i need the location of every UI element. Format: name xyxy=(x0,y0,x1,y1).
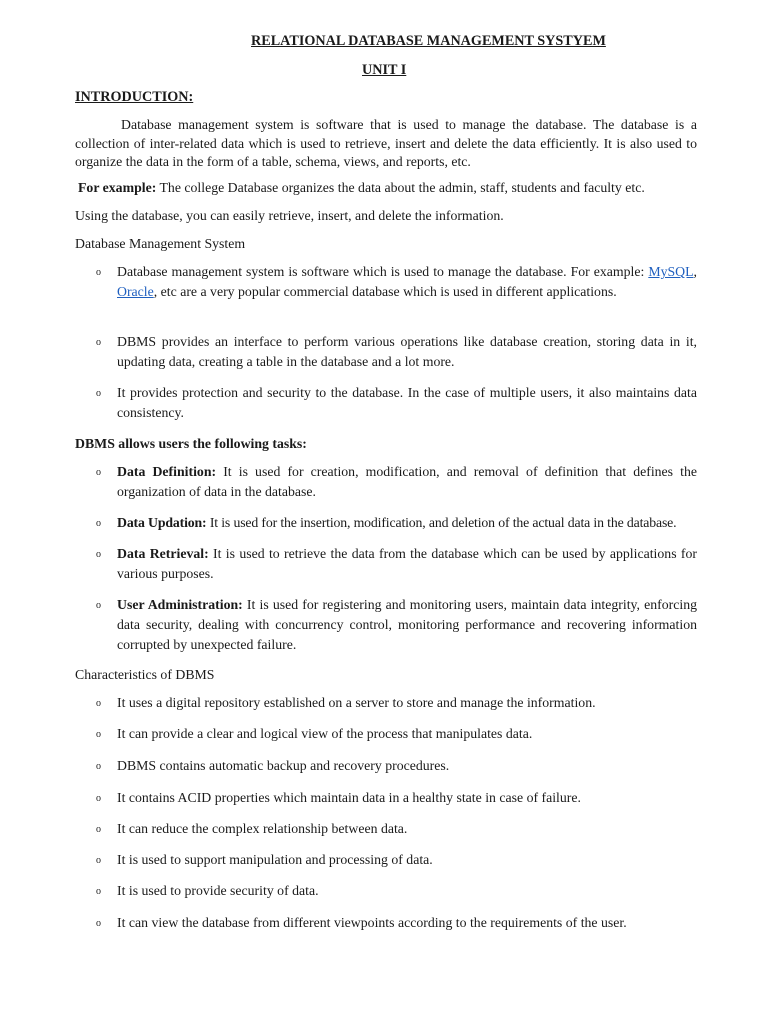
task-label: Data Retrieval: xyxy=(117,546,209,561)
intro-heading: INTRODUCTION: xyxy=(75,89,194,105)
using-line: Using the database, you can easily retrieve, insert, and delete the information. xyxy=(75,208,504,223)
bullet-icon: o xyxy=(96,729,101,740)
characteristic-item: It can reduce the complex relationship between data. xyxy=(117,821,408,836)
bullet-icon: o xyxy=(96,518,101,529)
example-label: For example: xyxy=(78,180,157,195)
intro-paragraph xyxy=(75,116,697,172)
bullet-icon: o xyxy=(96,698,101,709)
list-item-separator: , xyxy=(693,264,697,279)
task-text: It is used for the insertion, modification, and deletion of the actual data in the database. xyxy=(206,515,677,530)
characteristic-item: It uses a digital repository established on a server to store and manage the information. xyxy=(117,695,596,710)
dbms-heading: Database Management System xyxy=(75,236,246,251)
characteristic-item: It can provide a clear and logical view of the process that manipulates data. xyxy=(117,726,533,741)
list-item-text: , etc are a very popular commercial database which is used in different applications. xyxy=(153,284,617,299)
intro-paragraph-text: Database management system is software that is used to manage the database. The database is a collection of inter-related data which is used to retrieve, insert and delete the data efficiently. It is also used to organize the data in the form of a table, schema, views, and reports, etc. xyxy=(75,117,697,169)
bullet-icon: o xyxy=(96,337,101,348)
list-item: It provides protection and security to the database. In the case of multiple users, it also maintains data consistency. xyxy=(117,385,697,420)
task-item xyxy=(117,462,697,502)
bullet-icon: o xyxy=(96,886,101,897)
bullet-icon: o xyxy=(96,600,101,611)
example-text: The college Database organizes the data about the admin, staff, students and faculty etc. xyxy=(156,180,645,195)
bullet-icon: o xyxy=(96,793,101,804)
list-item: DBMS provides an interface to perform various operations like database creation, storing data in it, updating data, creating a table in the database and a lot more. xyxy=(117,334,697,369)
list-item-text: Database management system is software which is used to manage the database. For example: xyxy=(117,264,649,279)
bullet-icon: o xyxy=(96,824,101,835)
document-title: RELATIONAL DATABASE MANAGEMENT SYSTYEM xyxy=(251,33,606,49)
list-item xyxy=(117,262,697,302)
bullet-icon: o xyxy=(96,855,101,866)
task-item xyxy=(117,544,697,584)
task-text: It is used for registering and monitoring users, maintain data integrity, enforcing data security, dealing with concurrency control, monitoring performance and recovering information corrupted by unexpected failure. xyxy=(117,597,697,652)
task-item xyxy=(117,595,697,655)
bullet-icon: o xyxy=(96,761,101,772)
tasks-heading: DBMS allows users the following tasks: xyxy=(75,436,307,451)
characteristic-item: It is used to support manipulation and processing of data. xyxy=(117,852,433,867)
unit-heading: UNIT I xyxy=(362,62,407,78)
bullet-icon: o xyxy=(96,388,101,399)
bullet-icon: o xyxy=(96,918,101,929)
task-text: It is used for creation, modification, and removal of definition that defines the organization of data in the database. xyxy=(117,464,698,499)
bullet-icon: o xyxy=(96,549,101,560)
task-text: It is used to retrieve the data from the database which can be used by applications for various purposes. xyxy=(117,546,697,581)
task-item xyxy=(117,513,697,533)
task-label: Data Updation: xyxy=(117,515,207,530)
characteristic-item: It can view the database from different viewpoints according to the requirements of the user. xyxy=(117,915,627,930)
oracle-link[interactable]: Oracle xyxy=(117,284,154,299)
characteristic-item: It is used to provide security of data. xyxy=(117,883,319,898)
mysql-link[interactable]: MySQL xyxy=(648,264,694,279)
characteristics-heading: Characteristics of DBMS xyxy=(75,667,215,682)
task-label: Data Definition: xyxy=(117,464,217,479)
bullet-icon: o xyxy=(96,267,101,278)
bullet-icon: o xyxy=(96,467,101,478)
characteristic-item: It contains ACID properties which maintain data in a healthy state in case of failure. xyxy=(117,790,581,805)
task-label: User Administration: xyxy=(117,597,243,612)
example-line xyxy=(78,179,700,198)
characteristic-item: DBMS contains automatic backup and recovery procedures. xyxy=(117,758,450,773)
